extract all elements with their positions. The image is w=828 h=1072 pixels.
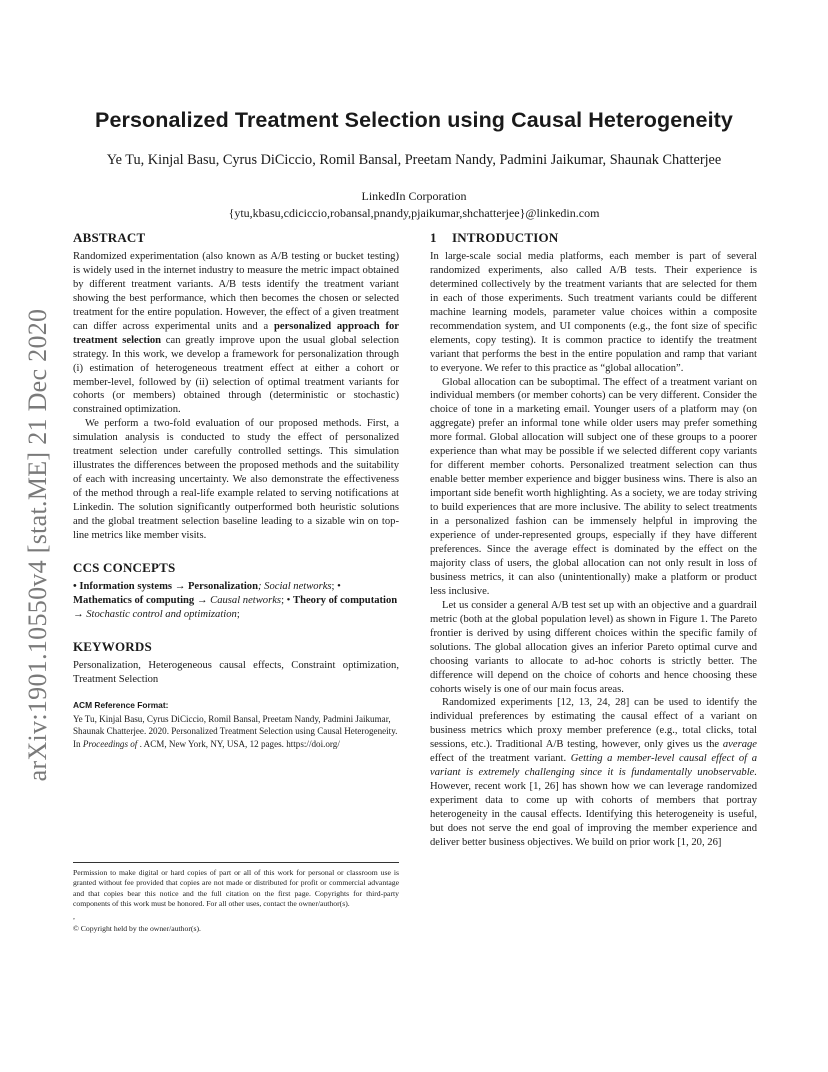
intro-paragraph-1: In large-scale social media platforms, each member is part of several randomized experiments, also called A/B tests. Their experience is determined collectively by the treatment variants that are selected for them in each of those experiments. Such treatment variants could be different machine learning models, parameter value choices within a composite recommendation system, and UI components (e.g., the font size of specific elements, copy testing). It is common practice to identify the treatment variant that performs the best in the entire population and ramp that variant to everyone. We refer to this practice as “global allocation”.	[430, 250, 757, 374]
keywords-heading: KEYWORDS	[73, 638, 152, 654]
arxiv-identifier: arXiv:1901.10550v4 [stat.ME] 21 Dec 2020	[23, 308, 52, 782]
ccs-heading: CCS CONCEPTS	[73, 559, 176, 575]
right-column	[430, 231, 757, 850]
paper-title: Personalized Treatment Selection using Causal Heterogeneity	[95, 108, 733, 132]
acm-reference-heading: ACM Reference Format:	[73, 699, 169, 710]
permission-notice: Permission to make digital or hard copies of part or all of this work for personal or classroom use is granted without fee provided that copies are not made or distributed for profit or commercial advantage and that copies bear this notice and the full citation on the first page. Copyrights for third-party components of this work must be honored. For all other uses, contact the owner/author(s).	[73, 868, 399, 909]
author-list: Ye Tu, Kinjal Basu, Cyrus DiCiccio, Romil Bansal, Preetam Nandy, Padmini Jaikumar, Shaunak Chatterjee	[106, 152, 722, 168]
intro-paragraph-3: Let us consider a general A/B test set up with an objective and a guardrail metric (both at the global population level) as shown in Figure 1. The Pareto frontier is derived by using different choices within the specific family of solutions. The global allocation gives an inferior Pareto optimal curve and choosing variants to allocate to ad-hoc cohorts is strictly better. The difference will depend on the choice of cohorts and hence choosing these cohorts wisely is one of our main focus areas.	[430, 599, 757, 695]
section-number: 1	[430, 230, 437, 245]
abstract-paragraph-2: We perform a two-fold evaluation of our proposed methods. First, a simulation analysis is conducted to study the effect of personalized treatment selection under carefully controlled settings. This simulation illustrates the differences between the proposed methods and the suitability of each with increasing uncertainty. We also demonstrate the effectiveness of the method through a real-life example related to serving notifications at Linkedin. The solution significantly outperformed both heuristic solutions and the global treatment selection baseline leading to a sizable win on top-line metrics like member visits.	[73, 418, 399, 542]
arxiv-side-stamp	[16, 285, 60, 805]
introduction-heading: 1 INTRODUCTION	[430, 230, 559, 245]
acm-reference-text: Ye Tu, Kinjal Basu, Cyrus DiCiccio, Romil Bansal, Preetam Nandy, Padmini Jaikumar, Shaunak Chatterjee. 2020. Personalized Treatment Selection using Causal Heterogeneity. In Proceedings of . ACM, New York, NY, USA, 12 pages. https://doi.org/	[73, 713, 398, 749]
author-emails: {ytu,kbasu,cdiciccio,robansal,pnandy,pjaikumar,shchatterjee}@linkedin.com	[228, 206, 600, 220]
abstract-heading: ABSTRACT	[73, 230, 146, 245]
keywords-text: Personalization, Heterogeneous causal effects, Constraint optimization, Treatment Selection	[73, 659, 399, 685]
intro-paragraph-2: Global allocation can be suboptimal. The effect of a treatment variant on individual members (or member cohorts) can be very different. Consider the choice of tone in a marketing email. Younger users of a platform may (on aggregate) prefer an informal tone while older users may prefer something more formal. Global allocation will subject one of these groups to a poorer experience than what may be possible if we selected different copy variants for different member cohorts. Personalized treatment selection can thus enable better member experience and bigger business wins. There is also an important side benefit worth highlighting. As a society, we are today striving to build experiences that are more inclusive. The ability to select treatments in a personalized fashion can be immensely helpful in improving the experience of under-represented groups, especially if they have different preferences. Since the average effect is dominated by the effect on the majority class of users, the global allocation can not only result in loss of business metrics, it can also (unintentionally) make a platform or product less inclusive.	[430, 376, 757, 597]
ccs-concepts: • Information systems → Personalization; Social networks; • Mathematics of computing → Causal networks; • Theory of computation → Stochastic control and optimization;	[73, 580, 398, 620]
footnote-comma: ,	[73, 911, 75, 921]
copyright-footnote	[73, 862, 399, 934]
affiliation: LinkedIn Corporation	[361, 189, 467, 203]
abstract-paragraph-1: Randomized experimentation (also known as A/B testing or bucket testing) is widely used in the internet industry to measure the metric impact obtained by different treatment variants. A/B tests identify the treatment variant showing the best performance, which then becomes the chosen or selected treatment for the entire population. However, the effect of a given treatment can differ across experimental units and a personalized approach for treatment selection can greatly improve upon the usual global selection strategy. In this work, we develop a framework for personalization through (i) estimation of heterogeneous treatment effect at either a cohort or member-level, followed by (ii) selection of optimal treatment variants for cohorts (or members) obtained through (deterministic or stochastic) constrained optimization.	[73, 250, 399, 416]
copyright-notice: © Copyright held by the owner/author(s).	[73, 924, 201, 934]
intro-paragraph-4: Randomized experiments [12, 13, 24, 28] can be used to identify the individual preferences by estimating the causal effect of a variant on business metrics which proxy member preference (e.g., total clicks, total sessions, etc.). Traditional A/B testing, however, only gives us the average effect of the treatment variant. Getting a member-level causal effect of a variant is extremely challenging since it is fundamentally unobservable. However, recent work [1, 26] has shown how we can leverage randomized experiment data to come up with cohorts of members that portray heterogeneity in the causal effects. Identifying this heterogeneity is useful, but does not serve the end goal of improving the member experience and deliver better business objectives. We build on prior work [1, 20, 26]	[430, 697, 757, 848]
left-column	[73, 231, 399, 750]
